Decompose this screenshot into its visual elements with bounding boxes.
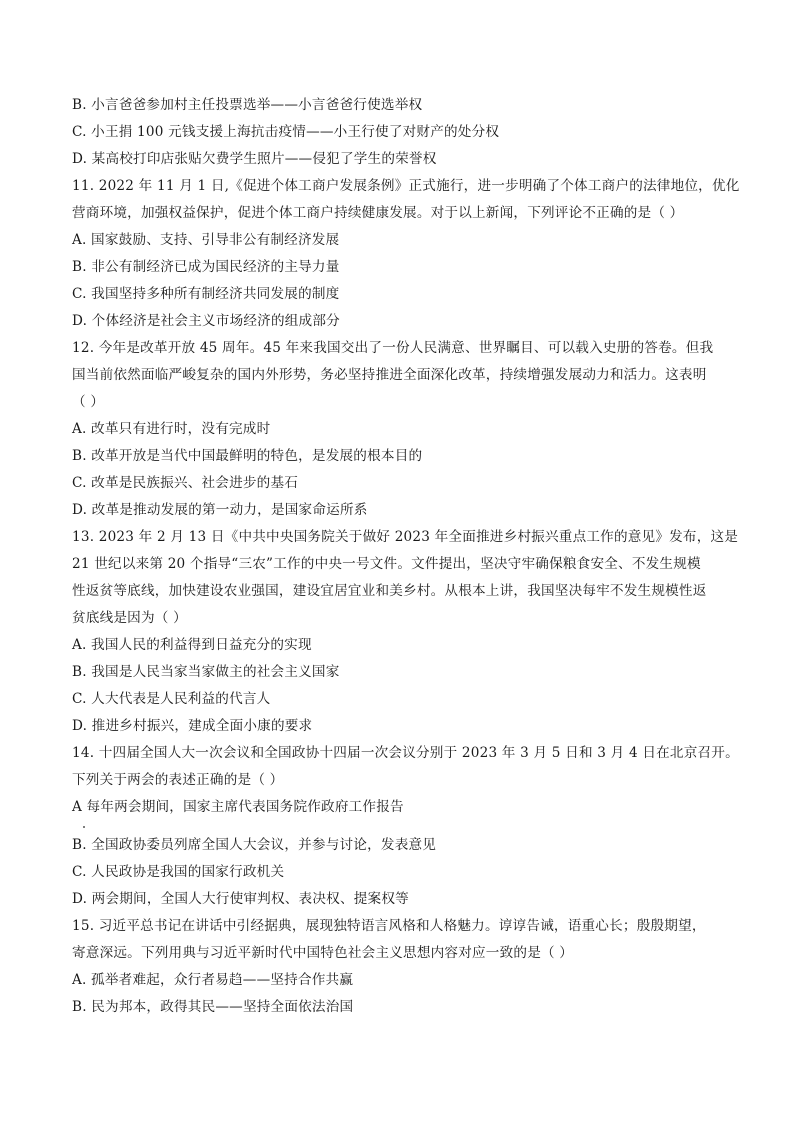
option-line: D. 个体经济是社会主义市场经济的组成部分 (72, 313, 340, 329)
option-line: D. 改革是推动发展的第一动力，是国家命运所系 (72, 502, 368, 518)
option-line: A 每年两会期间，国家主席代表国务院作政府工作报告 (72, 799, 404, 815)
question-15-text: 寄意深远。下列用典与习近平新时代中国特色社会主义思想内容对应一致的是（ ） (72, 945, 574, 961)
option-line: D. 某高校打印店张贴欠费学生照片——侵犯了学生的荣誉权 (72, 151, 437, 167)
option-line: C. 小王捐 100 元钱支援上海抗击疫情——小王行使了对财产的处分权 (72, 124, 500, 140)
option-line: C. 人大代表是人民利益的代言人 (72, 691, 271, 707)
question-12-text: （ ） (72, 394, 105, 410)
option-line: D. 两会期间，全国人大行使审判权、表决权、提案权等 (72, 891, 409, 907)
option-line: B. 改革开放是当代中国最鲜明的特色，是发展的根本目的 (72, 448, 423, 464)
stray-dot-mark (83, 826, 85, 828)
option-line: A. 国家鼓励、支持、引导非公有制经济发展 (72, 232, 340, 248)
document-page (72, 92, 740, 1021)
option-line: A. 孤举者难起，众行者易趋——坚持合作共赢 (72, 972, 354, 988)
question-14-text: 下列关于两会的表述正确的是（ ） (72, 772, 284, 788)
question-12-text: 国当前依然面临严峻复杂的国内外形势，务必坚持推进全面深化改革，持续增强发展动力和活力。这表明 (72, 367, 707, 383)
spacer (72, 821, 722, 832)
option-line: A. 改革只有进行时，没有完成时 (72, 421, 271, 437)
question-13-text: 13. 2023 年 2 月 13 日《中共中央国务院关于做好 2023 年全面推进乡村振兴重点工作的意见》发布，这是 (72, 529, 739, 545)
option-line: A. 我国人民的利益得到日益充分的实现 (72, 637, 312, 653)
question-11-text: 11. 2022 年 11 月 1 日,《促进个体工商户发展条例》正式施行，进一步明确了个体工商户的法律地位，优化 (72, 178, 740, 194)
question-12-text: 12. 今年是改革开放 45 周年。45 年来我国交出了一份人民满意、世界瞩目、可以载入史册的答卷。但我 (72, 340, 714, 356)
question-13-text: 21 世纪以来第 20 个指导“三农”工作的中央一号文件。文件提出，坚决守牢确保粮食安全、不发生规模 (72, 556, 701, 572)
option-line: B. 我国是人民当家当家做主的社会主义国家 (72, 664, 340, 680)
question-13-text: 贫底线是因为（ ） (72, 610, 187, 626)
question-14-text: 14. 十四届全国人大一次会议和全国政协十四届一次会议分别于 2023 年 3 月 5 日和 3 月 4 日在北京召开。 (72, 745, 739, 761)
option-line: B. 小言爸爸参加村主任投票选举——小言爸爸行使选举权 (72, 97, 423, 113)
option-line: B. 全国政协委员列席全国人大会议，并参与讨论，发表意见 (72, 837, 437, 853)
option-line: B. 民为邦本，政得其民——坚持全面依法治国 (72, 999, 354, 1015)
question-11-text: 营商环境，加强权益保护，促进个体工商户持续健康发展。对于以上新闻，下列评论不正确的是（ ） (72, 205, 684, 221)
option-line: D. 推进乡村振兴，建成全面小康的要求 (72, 718, 313, 734)
question-15-text: 15. 习近平总书记在讲话中引经据典，展现独特语言风格和人格魅力。谆谆告诫，语重心长；殷殷期望， (72, 918, 706, 934)
option-line: C. 人民政协是我国的国家行政机关 (72, 864, 285, 880)
question-13-text: 性返贫等底线，加快建设农业强国，建设宜居宜业和美乡村。从根本上讲，我国坚决每牢不发生规模性返 (72, 583, 707, 599)
option-line: B. 非公有制经济已成为国民经济的主导力量 (72, 259, 340, 275)
option-line: C. 我国坚持多种所有制经济共同发展的制度 (72, 286, 340, 302)
option-line: C. 改革是民族振兴、社会进步的基石 (72, 475, 299, 491)
